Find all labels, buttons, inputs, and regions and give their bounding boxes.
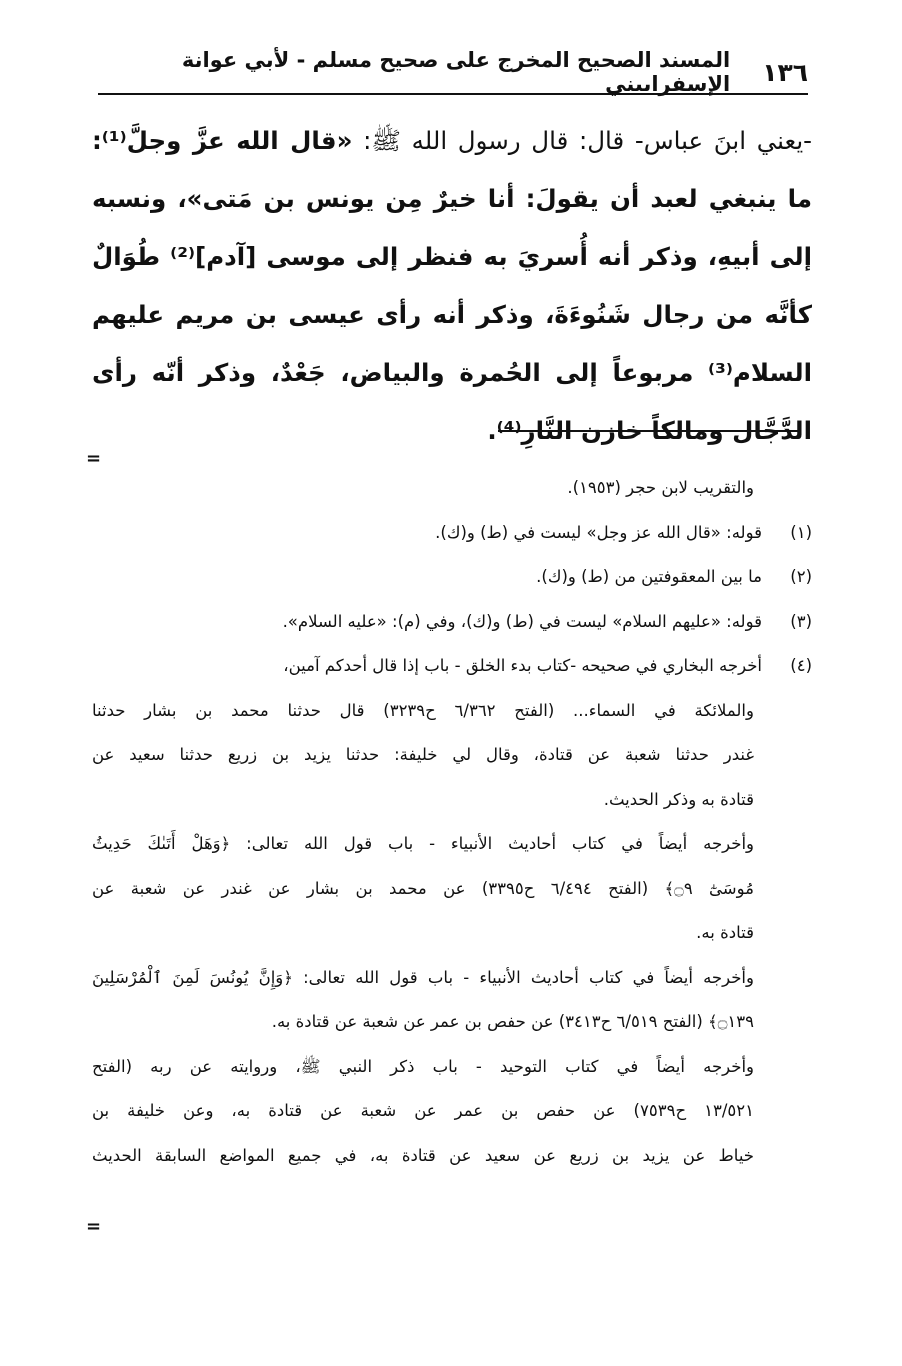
footnotes — [92, 466, 812, 1178]
continuation-mark-top: = — [86, 448, 102, 469]
footnote-text: أخرجه البخاري في صحيحه -كتاب بدء الخلق - باب إذا قال أحدكم آمين، — [283, 656, 762, 675]
footnote-number: (٣) — [790, 611, 812, 631]
footnote-continuation: والتقريب لابن حجر (١٩٥٣). — [567, 478, 754, 497]
footnote-2 — [92, 555, 812, 600]
footnote-separator — [498, 430, 798, 432]
footnote-text: ما بين المعقوفتين من (ط) و(ك). — [536, 567, 762, 586]
footnote-text: قوله: «عليهم السلام» ليست في (ط) و(ك)، وفي (م): «عليه السلام». — [282, 611, 762, 631]
footnote-3 — [92, 600, 812, 645]
continuation-mark-bottom: = — [86, 1216, 102, 1237]
footnote-line: غندر حدثنا شعبة عن قتادة، وقال لي خليفة: حدثنا يزيد بن زريع حدثنا سعيد عن — [92, 745, 754, 764]
footnote-line: قتادة به. — [696, 923, 754, 942]
footnote-number: (٢) — [790, 567, 812, 586]
footnote-line: قتادة به وذكر الحديث. — [603, 789, 754, 809]
footnote-line: مُوسَىٰٓ ۝٩﴾ (الفتح ٦/٤٩٤ ح٣٣٩٥) عن محمد بن بشار عن غندر عن شعبة عن — [92, 878, 754, 898]
footnote-line: ١٣/٥٢١ ح٧٥٣٩) عن حفص بن عمر عن شعبة عن قتادة به، وعن خليفة بن — [92, 1101, 754, 1120]
footnote-line: وأخرجه أيضاً في كتاب أحاديث الأنبياء - باب قول الله تعالى: ﴿وَهَلْ أَتَىٰكَ حَدِيثُ — [92, 834, 754, 853]
footnote-line: والملائكة في السماء... (الفتح ٦/٣٦٢ ح٣٢٣٩) قال حدثنا محمد بن بشار حدثنا — [92, 700, 754, 720]
footnote-number: (٤) — [790, 656, 812, 675]
footnote-text: قوله: «قال الله عز وجل» ليست في (ط) و(ك). — [435, 522, 762, 542]
footnote-4-paragraph-2 — [92, 822, 812, 956]
footnote-line: ۝١٣٩﴾ (الفتح ٦/٥١٩ ح٣٤١٣) عن حفص بن عمر عن شعبة عن قتادة به. — [271, 1012, 754, 1031]
main-text-lead: -يعني ابنَ عباس- قال: قال رسول الله ﷺ: — [352, 126, 812, 155]
footnote-4-paragraph-3 — [92, 956, 812, 1045]
footnote-4-paragraph-1 — [92, 689, 812, 823]
footnote-4-paragraph-4 — [92, 1045, 812, 1179]
footnote-4 — [92, 644, 812, 689]
page-number: ١٣٦ — [762, 57, 808, 87]
main-hadith-text — [92, 112, 812, 460]
main-text-body: «قال الله عزَّ وجلَّ⁽¹⁾: ما ينبغي لعبد أن يقولَ: أنا خيرٌ مِن يونس بن مَتى»، ونسبه إلى أبيهِ، وذكر أنه أُسريَ به فنظر إلى موسى [آدم]⁽²⁾ طُوَالٌ كأنَّه من رجال شَنُوءَةَ، وذكر أنه رأى عيسى بن مريم عليهم السلام⁽³⁾ مربوعاً إلى الحُمرة والبياض، جَعْدٌ، وذكر أنّه رأى الدَّجَّال ومالكاً خازن النَّارِ⁽⁴⁾. — [92, 126, 812, 445]
footnote-line: خياط عن يزيد بن زريع عن سعيد عن قتادة به، في جميع المواضع السابقة الحديث — [92, 1145, 754, 1165]
footnote-1 — [92, 511, 812, 556]
footnote-number: (١) — [790, 522, 812, 542]
running-title: المسند الصحيح المخرج على صحيح مسلم - لأبي عوانة الإسفراييني — [181, 48, 731, 96]
footnote-line: وأخرجه أيضاً في كتاب التوحيد - باب ذكر النبي ﷺ، وروايته عن ربه (الفتح — [92, 1056, 754, 1076]
footnote-line: وأخرجه أيضاً في كتاب أحاديث الأنبياء - باب قول الله تعالى: ﴿وَإِنَّ يُونُسَ لَمِنَ ٱلْمُرْسَلِينَ — [92, 967, 754, 987]
running-header — [98, 48, 808, 96]
header-rule — [98, 93, 808, 95]
